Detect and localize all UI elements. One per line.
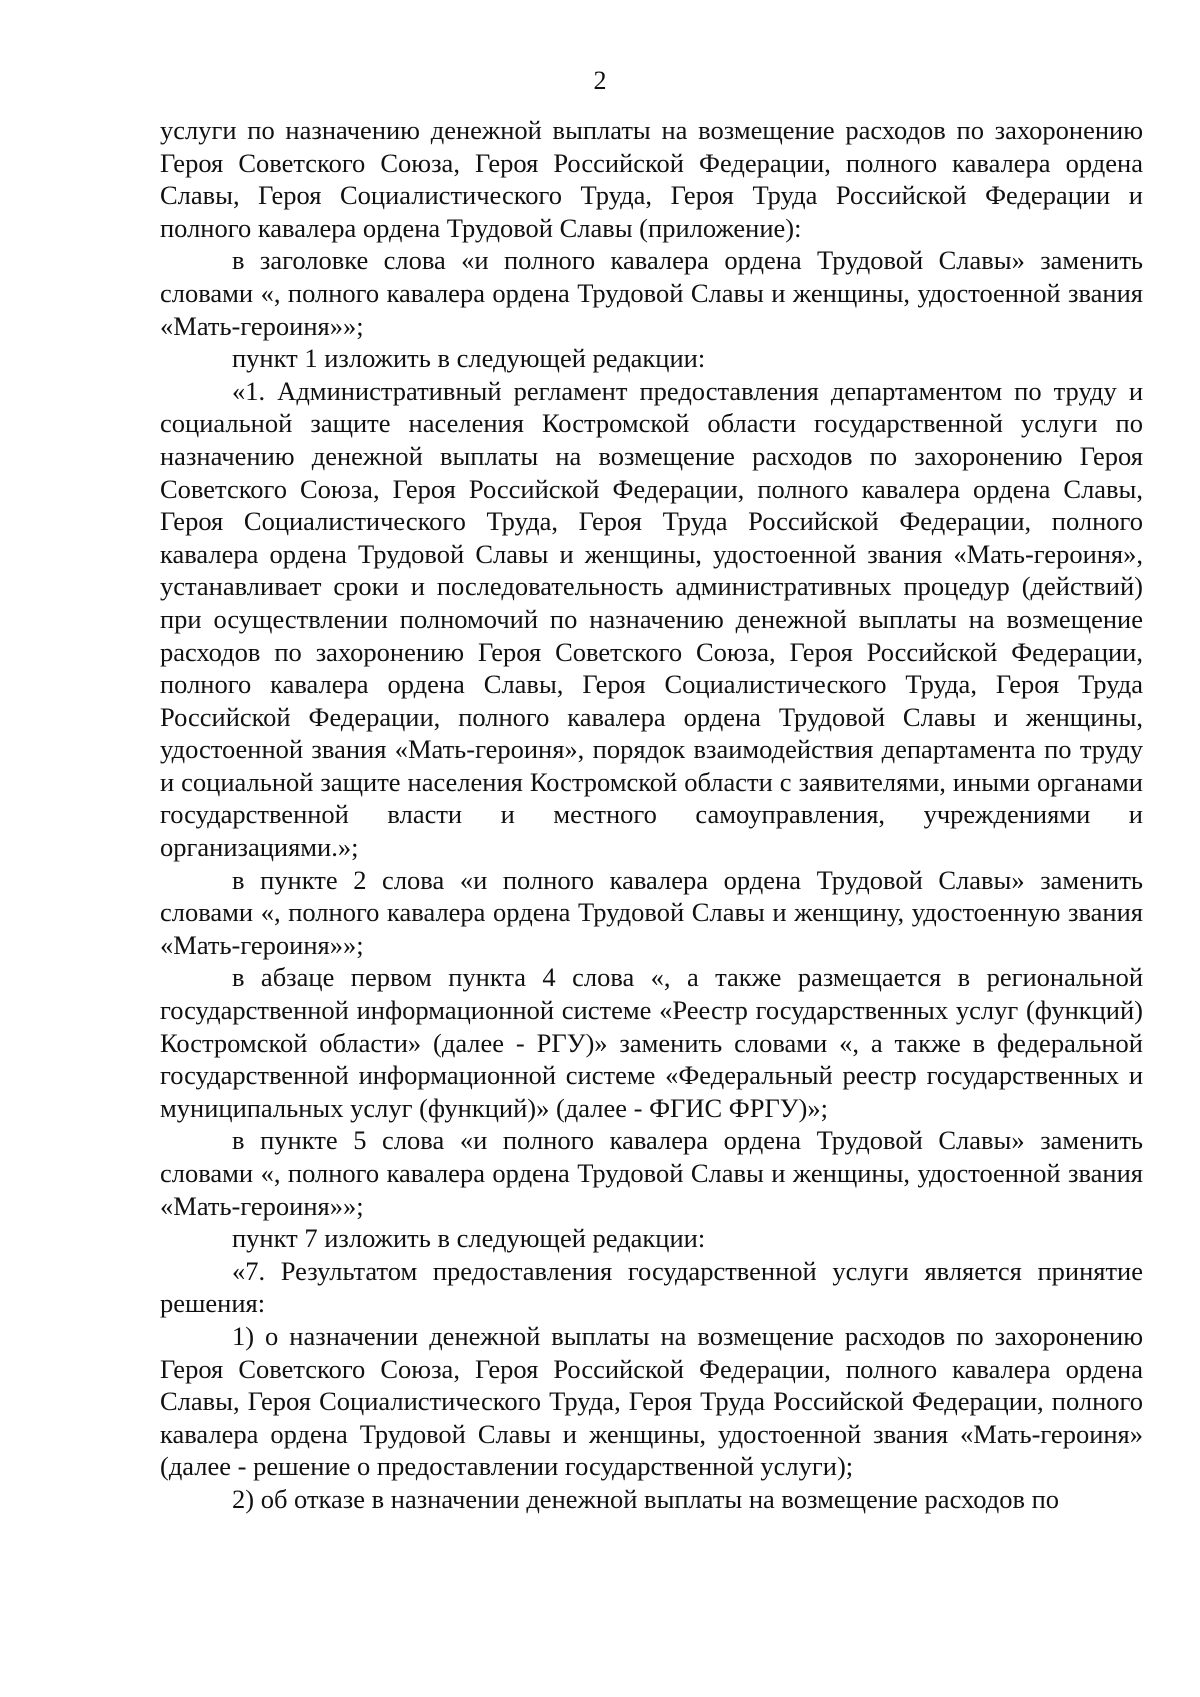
- document-body: [160, 114, 1143, 1516]
- paragraph-1: услуги по назначению денежной выплаты на возмещение расходов по захоронению Героя Советского Союза, Героя Российской Федерации, полного кавалера ордена Славы, Героя Социалистического Труда, Героя Труда Российской Федерации и полного кавалера ордена Трудовой Славы (приложение):: [160, 115, 1143, 243]
- paragraph-7: в пункте 5 слова «и полного кавалера ордена Трудовой Славы» заменить словами «, полного кавалера ордена Трудовой Славы и женщины, удостоенной звания «Мать-героиня»»;: [160, 1125, 1143, 1221]
- paragraph-4: «1. Административный регламент предоставления департаментом по труду и социальной защите населения Костромской области государственной услуги по назначению денежной выплаты на возмещение расходов по захоронению Героя Советского Союза, Героя Российской Федерации, полного кавалера ордена Славы, Героя Социалистического Труда, Героя Труда Российской Федерации, полного кавалера ордена Трудовой Славы и женщины, удостоенной звания «Мать-героиня», устанавливает сроки и последовательность административных процедур (действий) при осуществлении полномочий по назначению денежной выплаты на возмещение расходов по захоронению Героя Советского Союза, Героя Российской Федерации, полного кавалера ордена Славы, Героя Социалистического Труда, Героя Труда Российской Федерации, полного кавалера ордена Трудовой Славы и женщины, удостоенной звания «Мать-героиня», порядок взаимодействия департамента по труду и социальной защите населения Костромской области с заявителями, иными органами государственной власти и местного самоуправления, учреждениями и организациями.»;: [160, 375, 1143, 863]
- paragraph-8: пункт 7 изложить в следующей редакции:: [232, 1223, 706, 1254]
- paragraph-6: в абзаце первом пункта 4 слова «, а также размещается в региональной государственной информационной системе «Реестр государственных услуг (функций) Костромской области» (далее - РГУ)» заменить словами «, а также в федеральной государственной информационной системе «Федеральный реестр государственных и муниципальных услуг (функций)» (далее - ФГИС ФРГУ)»;: [160, 962, 1143, 1123]
- page-number: 2: [593, 66, 607, 95]
- paragraph-3: пункт 1 изложить в следующей редакции:: [232, 343, 706, 374]
- paragraph-9: «7. Результатом предоставления государственной услуги является принятие решения:: [160, 1255, 1143, 1319]
- paragraph-10: 1) о назначении денежной выплаты на возмещение расходов по захоронению Героя Советского Союза, Героя Российской Федерации, полного кавалера ордена Славы, Героя Социалистического Труда, Героя Труда Российской Федерации, полного кавалера ордена Трудовой Славы и женщины, удостоенной звания «Мать-героиня» (далее - решение о предоставлении государственной услуги);: [160, 1320, 1143, 1482]
- paragraph-5: в пункте 2 слова «и полного кавалера ордена Трудовой Славы» заменить словами «, полного кавалера ордена Трудовой Славы и женщину, удостоенную звания «Мать-героиня»»;: [160, 864, 1143, 960]
- paragraph-11: 2) об отказе в назначении денежной выплаты на возмещение расходов по: [232, 1483, 1060, 1514]
- paragraph-2: в заголовке слова «и полного кавалера ордена Трудовой Славы» заменить словами «, полного кавалера ордена Трудовой Славы и женщины, удостоенной звания «Мать-героиня»»;: [160, 245, 1143, 341]
